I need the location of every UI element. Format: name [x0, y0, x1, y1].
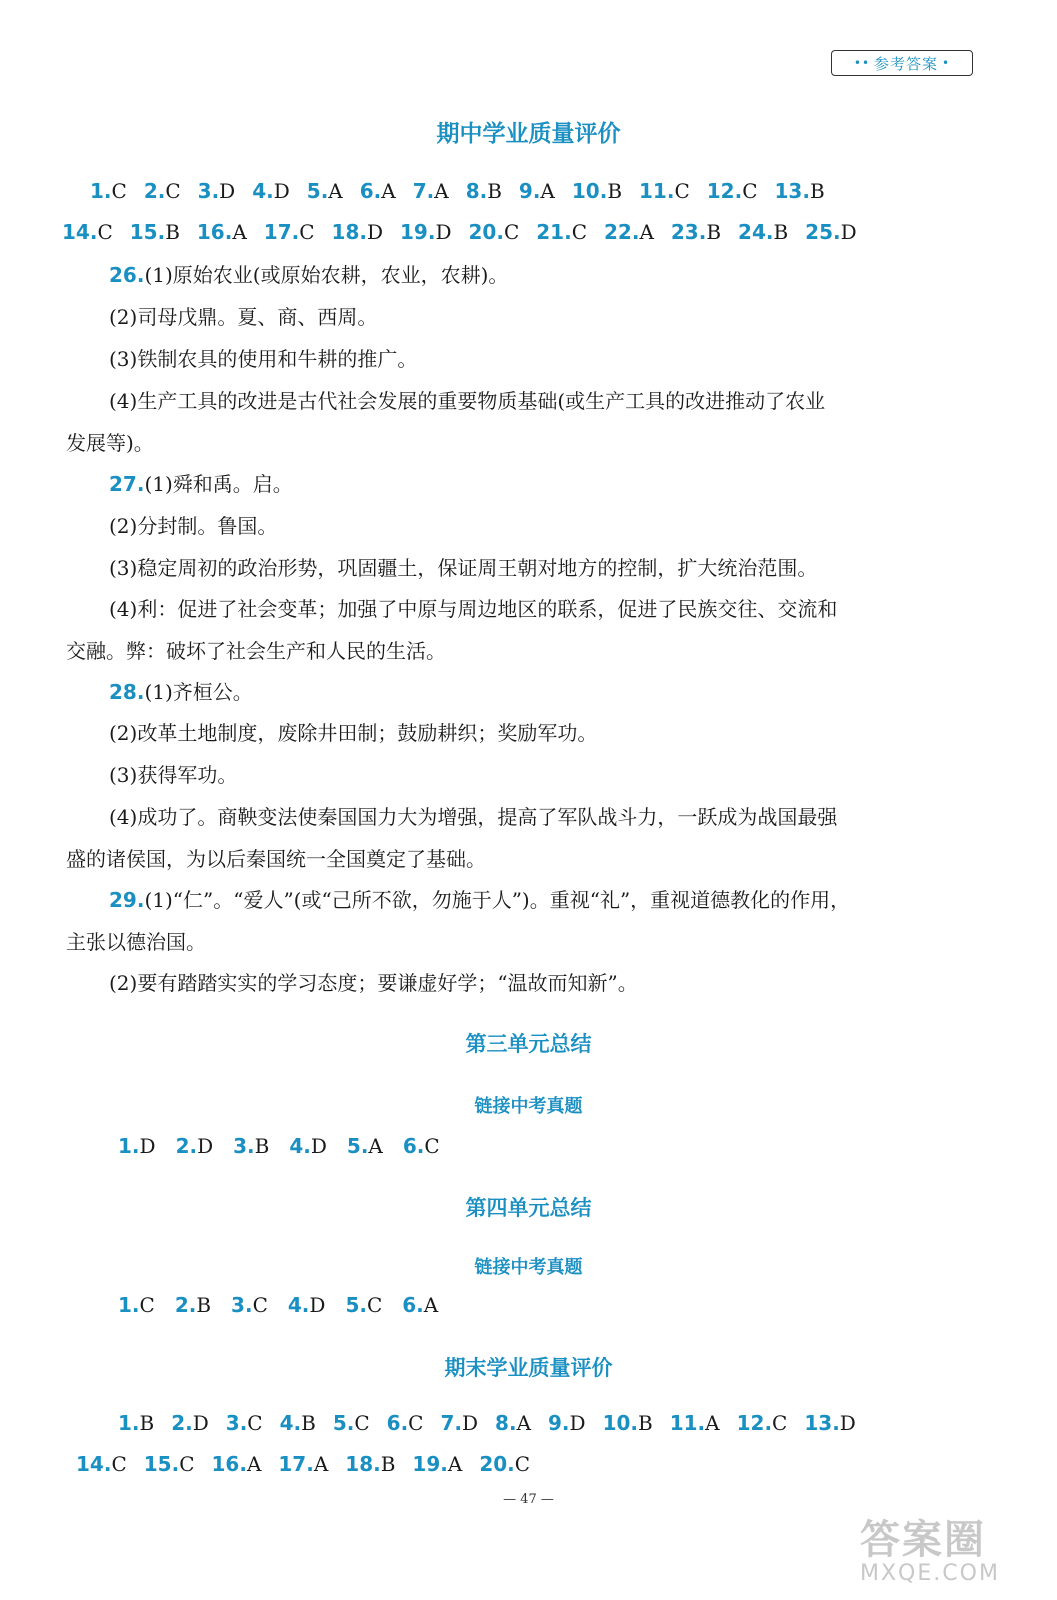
answer-letter: D	[462, 1411, 479, 1435]
question-number: 23.	[670, 220, 707, 244]
answer-item	[536, 219, 587, 245]
question-number: 2.	[171, 1411, 193, 1435]
answer-letter: A	[381, 179, 396, 203]
answer-item	[264, 219, 315, 245]
unit4-title: 第四单元总结	[465, 1196, 592, 1220]
answer-item	[345, 1292, 382, 1318]
answer-item	[572, 178, 622, 204]
answer-item	[400, 219, 451, 245]
page-footer: — 47 —	[503, 1492, 554, 1507]
q28-part1-text: (1)齐桓公。	[144, 680, 253, 704]
question-number: 3.	[197, 179, 220, 203]
answer-letter: D	[839, 1411, 856, 1435]
question-number: 4.	[289, 1134, 311, 1158]
unit4-answers	[118, 1292, 438, 1318]
question-number: 9.	[548, 1411, 570, 1435]
answer-item	[332, 219, 383, 245]
answer-item	[670, 1410, 720, 1436]
unit3-title: 第三单元总结	[465, 1032, 592, 1056]
q28-part1	[109, 679, 253, 705]
answer-letter: C	[514, 1452, 531, 1476]
q27-part3: (3)稳定周初的政治形势，巩固疆土，保证周王朝对地方的控制，扩大统治范围。	[109, 556, 818, 580]
answer-item	[62, 219, 113, 245]
answer-item	[466, 178, 502, 204]
answer-letter: D	[366, 220, 384, 244]
question-number: 18.	[331, 220, 367, 244]
watermark-logo	[860, 1508, 1050, 1590]
q27-part4-line2: 交融。弊：破坏了社会生产和人民的生活。	[66, 639, 446, 663]
q29-part1-line2: 主张以德治国。	[66, 930, 206, 954]
question-number: 8.	[465, 179, 488, 203]
answer-item	[226, 1410, 263, 1436]
answer-letter: B	[638, 1411, 653, 1435]
answer-item	[413, 178, 449, 204]
question-number: 4.	[287, 1293, 310, 1317]
midterm-answers-row1	[90, 178, 825, 204]
answer-letter: C	[179, 1452, 195, 1476]
q28-part3: (3)获得军功。	[109, 763, 238, 787]
answer-item	[118, 1410, 154, 1436]
answer-item	[403, 1133, 440, 1159]
q28-part4-line1: (4)成功了。商鞅变法使秦国国力大为增强，提高了军队战斗力，一跃成为战国最强	[109, 805, 838, 829]
question-number: 17.	[263, 220, 300, 244]
answer-item	[198, 178, 236, 204]
answer-letter: A	[313, 1452, 329, 1476]
badge-dot-right: •	[942, 56, 951, 70]
question-number: 3.	[231, 1293, 253, 1317]
answer-letter: C	[408, 1411, 424, 1435]
answer-item	[118, 1292, 155, 1318]
answer-letter: B	[196, 1293, 212, 1317]
question-number: 21.	[536, 220, 572, 244]
question-number: 7.	[440, 1411, 462, 1435]
answer-item	[440, 1410, 478, 1436]
unit3-subtitle: 链接中考真题	[474, 1096, 583, 1117]
answer-letter: A	[246, 1452, 262, 1476]
answer-item	[252, 178, 290, 204]
q27-part2: (2)分封制。鲁国。	[109, 514, 278, 538]
q27-number: 27.	[109, 472, 145, 496]
watermark-bottom-text: MXQE.COM	[860, 1561, 1000, 1586]
answer-item	[479, 1451, 530, 1477]
question-number: 11.	[639, 179, 675, 203]
page-number: 47	[520, 1492, 537, 1507]
question-number: 11.	[669, 1411, 706, 1435]
answer-item	[469, 219, 520, 245]
answer-letter: D	[309, 1293, 326, 1317]
question-number: 5.	[306, 179, 329, 203]
answer-letter: B	[773, 220, 789, 244]
q28-part2: (2)改革土地制度，废除井田制；鼓励耕织；奖励军功。	[109, 721, 598, 745]
question-number: 12.	[736, 1411, 773, 1435]
answer-letter: C	[139, 1293, 155, 1317]
question-number: 19.	[400, 220, 436, 244]
q29-part1-text: (1)“仁”。“爱人”(或“己所不欲，勿施于人”)。重视“礼”，重视道德教化的作用，	[144, 888, 851, 912]
question-number: 7.	[412, 179, 435, 203]
question-number: 20.	[479, 1452, 515, 1476]
answer-letter: C	[299, 220, 315, 244]
final-title: 期末学业质量评价	[444, 1356, 613, 1380]
answer-item	[144, 1451, 195, 1477]
q26-number: 26.	[109, 263, 145, 287]
answer-letter: C	[503, 220, 520, 244]
question-number: 2.	[143, 179, 166, 203]
answer-item	[738, 219, 788, 245]
answer-letter: B	[139, 1411, 155, 1435]
answer-letter: A	[368, 1134, 383, 1158]
question-number: 3.	[233, 1134, 255, 1158]
question-number: 6.	[386, 1411, 409, 1435]
question-number: 1.	[90, 179, 112, 203]
midterm-answers-row2	[62, 219, 857, 245]
question-number: 14.	[62, 220, 98, 244]
answer-letter: C	[424, 1134, 440, 1158]
question-number: 5.	[345, 1293, 367, 1317]
answer-item	[231, 1292, 268, 1318]
question-number: 3.	[225, 1411, 248, 1435]
answer-letter: C	[571, 220, 587, 244]
q29-number: 29.	[109, 888, 145, 912]
q26-part4-line2: 发展等)。	[66, 431, 154, 455]
answer-item	[130, 219, 180, 245]
answer-item	[233, 1133, 269, 1159]
question-number: 9.	[518, 179, 541, 203]
question-number: 16.	[211, 1452, 247, 1476]
question-number: 14.	[76, 1452, 112, 1476]
answer-letter: D	[840, 220, 857, 244]
unit4-subtitle: 链接中考真题	[474, 1257, 583, 1278]
answer-item	[805, 219, 856, 245]
answer-letter: B	[301, 1411, 316, 1435]
question-number: 25.	[805, 220, 841, 244]
question-number: 8.	[495, 1411, 517, 1435]
midterm-title: 期中学业质量评价	[436, 121, 621, 147]
answer-letter: B	[809, 179, 825, 203]
answer-letter: B	[487, 179, 502, 203]
answer-item	[804, 1410, 855, 1436]
answer-item	[197, 219, 247, 245]
answer-item	[175, 1292, 211, 1318]
answer-item	[280, 1410, 316, 1436]
answer-letter: D	[569, 1411, 586, 1435]
answer-letter: A	[516, 1411, 532, 1435]
answer-letter: C	[366, 1293, 383, 1317]
q27-part4-line1: (4)利：促进了社会变革；加强了中原与周边地区的联系，促进了民族交往、交流和	[109, 597, 838, 621]
final-answers-row1	[118, 1410, 856, 1436]
answer-letter: A	[540, 179, 555, 203]
answer-item	[345, 1451, 395, 1477]
q27-part1	[109, 471, 293, 497]
answer-item	[360, 178, 396, 204]
question-number: 6.	[359, 179, 382, 203]
q28-number: 28.	[109, 680, 145, 704]
badge-label: 参考答案	[874, 54, 939, 73]
answer-item	[118, 1133, 156, 1159]
answer-item	[90, 178, 127, 204]
answer-item	[333, 1410, 370, 1436]
answer-letter: D	[197, 1134, 214, 1158]
answer-letter: A	[232, 220, 247, 244]
question-number: 1.	[118, 1411, 140, 1435]
question-number: 15.	[143, 1452, 180, 1476]
question-number: 15.	[129, 220, 166, 244]
answer-item	[171, 1410, 209, 1436]
answer-letter: B	[165, 220, 180, 244]
answer-item	[278, 1451, 328, 1477]
answer-item	[495, 1410, 531, 1436]
question-number: 6.	[402, 1293, 424, 1317]
answer-item	[603, 1410, 653, 1436]
answer-letter: C	[111, 1452, 127, 1476]
question-number: 2.	[174, 1293, 197, 1317]
question-number: 13.	[774, 179, 810, 203]
answer-item	[176, 1133, 214, 1159]
answer-letter: B	[706, 220, 722, 244]
answer-letter: A	[434, 179, 449, 203]
question-number: 19.	[412, 1452, 448, 1476]
question-number: 4.	[252, 179, 274, 203]
question-number: 5.	[346, 1134, 369, 1158]
answer-letter: D	[219, 179, 236, 203]
question-number: 20.	[468, 220, 504, 244]
q27-part1-text: (1)舜和禹。启。	[144, 472, 293, 496]
answer-letter: C	[97, 220, 113, 244]
q26-part3: (3)铁制农具的使用和牛耕的推广。	[109, 347, 418, 371]
answer-letter: C	[111, 179, 127, 203]
question-number: 13.	[804, 1411, 840, 1435]
question-number: 10.	[602, 1411, 639, 1435]
answer-item	[639, 178, 690, 204]
answer-item	[289, 1133, 327, 1159]
answer-item	[307, 178, 343, 204]
question-number: 4.	[279, 1411, 302, 1435]
answer-letter: C	[772, 1411, 788, 1435]
question-number: 6.	[402, 1134, 425, 1158]
q26-part1	[109, 262, 508, 288]
q29-part2: (2)要有踏踏实实的学习态度；要谦虚好学；“温故而知新”。	[109, 971, 638, 995]
answer-letter: C	[674, 179, 690, 203]
answer-letter: C	[354, 1411, 370, 1435]
answer-item	[707, 178, 758, 204]
answer-letter: D	[435, 220, 452, 244]
answer-letter: A	[447, 1452, 463, 1476]
answer-letter: A	[423, 1293, 439, 1317]
answer-item	[288, 1292, 326, 1318]
question-number: 18.	[345, 1452, 381, 1476]
answer-item	[387, 1410, 424, 1436]
answer-item	[671, 219, 721, 245]
answer-letter: A	[705, 1411, 720, 1435]
reference-answer-badge	[831, 50, 973, 76]
q26-part1-text: (1)原始农业(或原始农耕，农业，农耕)。	[144, 263, 509, 287]
answer-letter: B	[607, 179, 623, 203]
answer-item	[775, 178, 825, 204]
answer-item	[519, 178, 555, 204]
answer-item	[737, 1410, 788, 1436]
question-number: 17.	[278, 1452, 314, 1476]
answer-letter: C	[247, 1411, 263, 1435]
badge-dots-left: ••	[853, 56, 871, 70]
answer-item	[76, 1451, 127, 1477]
q26-part2: (2)司母戊鼎。夏、商、西周。	[109, 305, 378, 329]
answer-item	[347, 1133, 383, 1159]
q26-part4-line1: (4)生产工具的改进是古代社会发展的重要物质基础(或生产工具的改进推动了农业	[109, 389, 826, 413]
q29-part1-line1	[109, 887, 850, 913]
question-number: 24.	[738, 220, 774, 244]
question-number: 12.	[706, 179, 743, 203]
answer-letter: B	[380, 1452, 396, 1476]
answer-item	[548, 1410, 586, 1436]
question-number: 2.	[175, 1134, 198, 1158]
watermark-top-text: 答案圈	[860, 1517, 986, 1563]
answer-letter: A	[328, 179, 343, 203]
answer-letter: A	[639, 220, 654, 244]
answer-letter: C	[165, 179, 181, 203]
answer-letter: C	[742, 179, 758, 203]
answer-item	[604, 219, 654, 245]
final-answers-row2	[76, 1451, 530, 1477]
question-number: 5.	[332, 1411, 355, 1435]
question-number: 1.	[118, 1293, 140, 1317]
unit3-answers	[118, 1133, 440, 1159]
answer-letter: D	[139, 1134, 156, 1158]
q28-part4-line2: 盛的诸侯国，为以后秦国统一全国奠定了基础。	[66, 847, 486, 871]
answer-letter: D	[192, 1411, 209, 1435]
answer-letter: D	[273, 179, 290, 203]
answer-letter: B	[254, 1134, 270, 1158]
answer-letter: C	[252, 1293, 268, 1317]
answer-item	[212, 1451, 262, 1477]
question-number: 10.	[571, 179, 608, 203]
answer-item	[144, 178, 181, 204]
question-number: 16.	[196, 220, 233, 244]
question-number: 1.	[118, 1134, 140, 1158]
answer-item	[412, 1451, 462, 1477]
question-number: 22.	[604, 220, 640, 244]
answer-letter: D	[310, 1134, 327, 1158]
answer-item	[402, 1292, 438, 1318]
